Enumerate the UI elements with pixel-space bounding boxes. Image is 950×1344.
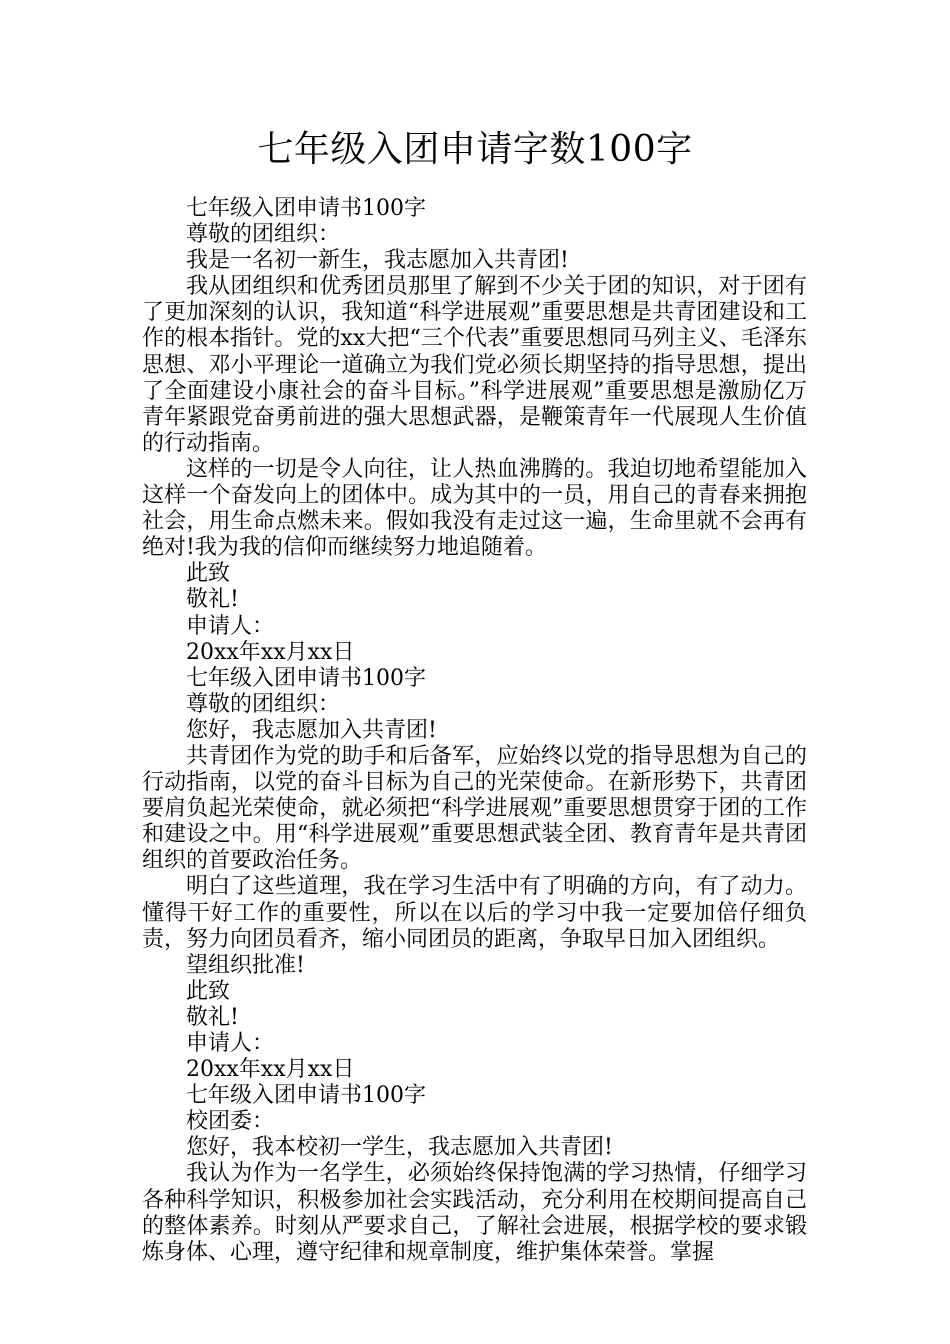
paragraph: 望组织批准! [186,952,305,978]
paragraph: 您好，我本校初一学生，我志愿加入共青团! [186,1135,613,1161]
paragraph: 七年级入团申请书100字 [186,1083,426,1109]
paragraph: 申请人： [186,1031,275,1056]
paragraph: 尊敬的团组织： [186,691,341,717]
paragraph: 申请人： [186,613,275,639]
paragraph: 共青团作为党的助手和后备军，应始终以党的指导思想为自己的行动指南，以党的奋斗目标为自己的光荣使命。在新形势下，共青团要肩负起光荣使命，就必须把“科学进展观”重要思想贯穿于团的工作和建设之中。用“科学进展观”重要思想武装全团、教育青年是共青团组织的首要政治任务。 [142,743,807,874]
paragraph: 校团委： [186,1109,275,1135]
paragraph: 这样的一切是令人向往，让人热血沸腾的。我迫切地希望能加入这样一个奋发向上的团体中。成为其中的一员，用自己的青春来拥抱社会，用生命点燃未来。假如我没有走过这一遍，生命里就不会再有绝对!我为我的信仰而继续努力地追随着。 [142,456,807,561]
paragraph: 我认为作为一名学生，必须始终保持饱满的学习热情，仔细学习各种科学知识，积极参加社会实践活动，充分利用在校期间提高自己的整体素养。时刻从严要求自己，了解社会进展，根据学校的要求锻炼身体、心理，遵守纪律和规章制度，维护集体荣誉。掌握 [142,1161,807,1265]
paragraph: 20xx年xx月xx日 [186,639,355,665]
paragraph: 您好，我志愿加入共青团! [186,717,437,743]
paragraph: 七年级入团申请书100字 [186,196,426,221]
document-body [142,196,807,1266]
paragraph: 明白了这些道理，我在学习生活中有了明确的方向，有了动力。懂得干好工作的重要性，所以在以后的学习中我一定要加倍仔细负责，努力向团员看齐，缩小同团员的距离，争取早日加入团组织。 [142,874,807,952]
paragraph: 我从团组织和优秀团员那里了解到不少关于团的知识，对于团有了更加深刻的认识，我知道“科学进展观”重要思想是共青团建设和工作的根本指针。党的xx大把“三个代表”重要思想同马列主义、毛泽东思想、邓小平理论一道确立为我们党必须长期坚持的指导思想，提出了全面建设小康社会的奋斗目标。”科学进展观”重要思想是激励亿万青年紧跟党奋勇前进的强大思想武器，是鞭策青年一代展现人生价值的行动指南。 [142,274,807,456]
paragraph: 七年级入团申请书100字 [186,665,426,691]
paragraph: 尊敬的团组织： [186,222,341,248]
paragraph: 我是一名初一新生，我志愿加入共青团! [186,248,569,274]
paragraph: 此致 [186,978,231,1004]
paragraph: 敬礼! [186,587,239,613]
paragraph: 敬礼! [186,1004,239,1030]
paragraph: 20xx年xx月xx日 [186,1057,355,1083]
paragraph: 此致 [186,561,231,587]
document-title: 七年级入团申请字数100字 [257,129,693,170]
